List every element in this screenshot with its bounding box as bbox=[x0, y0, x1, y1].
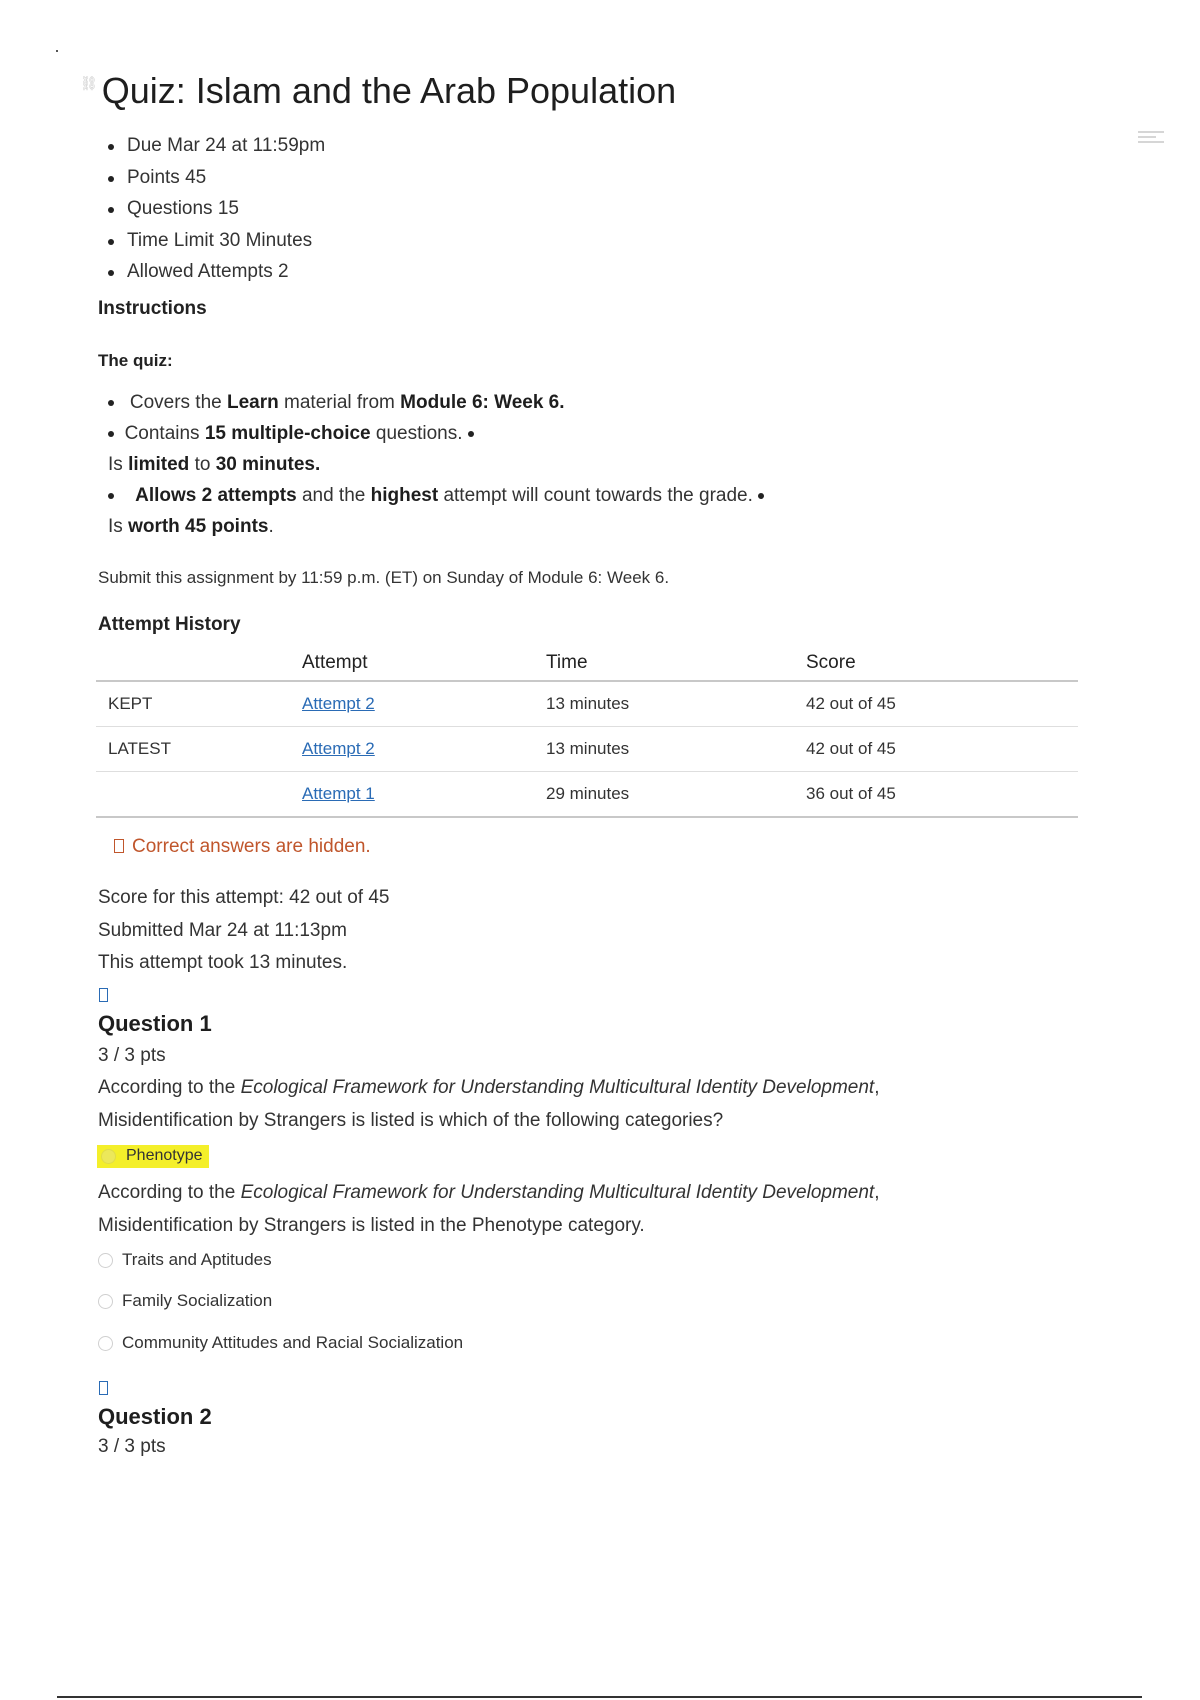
question-1-feedback: According to the Ecological Framework for Understanding Multicultural Identity Development, Misidentification by Strangers is listed in the Phenotype category. bbox=[98, 1182, 880, 1236]
bullet-icon bbox=[468, 431, 474, 437]
answer-option[interactable]: Family Socialization bbox=[98, 1291, 272, 1311]
bullet-icon bbox=[108, 400, 114, 406]
attempt-score: 36 out of 45 bbox=[806, 772, 1078, 818]
warning-icon bbox=[114, 839, 124, 853]
question-1-points: 3 / 3 pts bbox=[98, 1045, 166, 1066]
allowed-attempts: Allowed Attempts 2 bbox=[98, 256, 325, 288]
column-header-label bbox=[96, 646, 302, 681]
instruction-covers: Covers the Learn material from Module 6: Week 6. bbox=[108, 392, 565, 414]
attempt-link[interactable]: Attempt 1 bbox=[302, 784, 375, 803]
page-bottom-rule bbox=[57, 1696, 1142, 1698]
page-title: Quiz: Islam and the Arab Population bbox=[101, 70, 677, 111]
title-row bbox=[80, 70, 676, 112]
instruction-allows: Allows 2 attempts and the highest attempt will count towards the grade. bbox=[108, 485, 764, 507]
instruction-contains: Contains 15 multiple-choice questions. bbox=[108, 423, 474, 445]
attempt-time: 13 minutes bbox=[546, 727, 806, 772]
table-row bbox=[96, 772, 1078, 818]
instruction-worth: Is worth 45 points. bbox=[108, 516, 274, 537]
menu-icon[interactable] bbox=[1138, 128, 1164, 146]
attempt-score-text: Score for this attempt: 42 out of 45 bbox=[98, 887, 390, 908]
due-date: Due Mar 24 at 11:59pm bbox=[98, 130, 325, 162]
question-flag-icon[interactable] bbox=[99, 988, 108, 1002]
table-row bbox=[96, 681, 1078, 727]
row-label: KEPT bbox=[96, 681, 302, 727]
time-limit: Time Limit 30 Minutes bbox=[98, 225, 325, 257]
attempt-score: 42 out of 45 bbox=[806, 727, 1078, 772]
question-flag-icon[interactable] bbox=[99, 1381, 108, 1395]
answer-option[interactable]: Community Attitudes and Racial Socialization bbox=[98, 1333, 463, 1353]
column-header-attempt: Attempt bbox=[302, 646, 546, 681]
submitted-text: Submitted Mar 24 at 11:13pm bbox=[98, 919, 347, 941]
radio-selected-icon[interactable] bbox=[101, 1149, 116, 1164]
row-label bbox=[96, 772, 302, 818]
attempt-history-heading: Attempt History bbox=[98, 614, 241, 635]
attempt-link[interactable]: Attempt 2 bbox=[302, 739, 375, 758]
row-label: LATEST bbox=[96, 727, 302, 772]
submit-deadline-note: Submit this assignment by 11:59 p.m. (ET) on Sunday of Module 6: Week 6. bbox=[98, 568, 670, 587]
answer-option-selected[interactable]: Phenotype bbox=[97, 1145, 209, 1168]
instructions-heading: Instructions bbox=[98, 298, 207, 319]
bullet-icon bbox=[108, 493, 114, 499]
instruction-limited: Is limited to 30 minutes. bbox=[108, 454, 321, 475]
radio-icon[interactable] bbox=[98, 1294, 113, 1309]
attempt-summary bbox=[98, 882, 390, 980]
bullet-icon bbox=[758, 493, 764, 499]
answer-option[interactable]: Traits and Aptitudes bbox=[98, 1250, 272, 1270]
question-2-points: 3 / 3 pts bbox=[98, 1436, 166, 1457]
answers-hidden-notice: Correct answers are hidden. bbox=[114, 836, 371, 858]
question-1-title: Question 1 bbox=[98, 1011, 212, 1036]
stray-dot bbox=[56, 50, 58, 52]
table-row bbox=[96, 727, 1078, 772]
attempt-score: 42 out of 45 bbox=[806, 681, 1078, 727]
faint-link-icon: ⛓ bbox=[80, 74, 98, 91]
column-header-time: Time bbox=[546, 646, 806, 681]
question-2-title: Question 2 bbox=[98, 1404, 212, 1429]
question-1-text: According to the Ecological Framework for Understanding Multicultural Identity Development, Misidentification by Strangers is listed is which of the following categories? bbox=[98, 1077, 880, 1131]
attempt-link[interactable]: Attempt 2 bbox=[302, 694, 375, 713]
table-header-row bbox=[96, 646, 1078, 681]
quiz-subheading: The quiz: bbox=[98, 351, 173, 370]
column-header-score: Score bbox=[806, 646, 1078, 681]
attempt-time: 29 minutes bbox=[546, 772, 806, 818]
points-total: Points 45 bbox=[98, 162, 325, 194]
radio-icon[interactable] bbox=[98, 1253, 113, 1268]
question-count: Questions 15 bbox=[98, 193, 325, 225]
duration-text: This attempt took 13 minutes. bbox=[98, 952, 348, 973]
attempt-history-table bbox=[96, 646, 1078, 818]
attempt-time: 13 minutes bbox=[546, 681, 806, 727]
quiz-details-list bbox=[98, 130, 325, 288]
radio-icon[interactable] bbox=[98, 1336, 113, 1351]
bullet-icon bbox=[108, 431, 114, 437]
